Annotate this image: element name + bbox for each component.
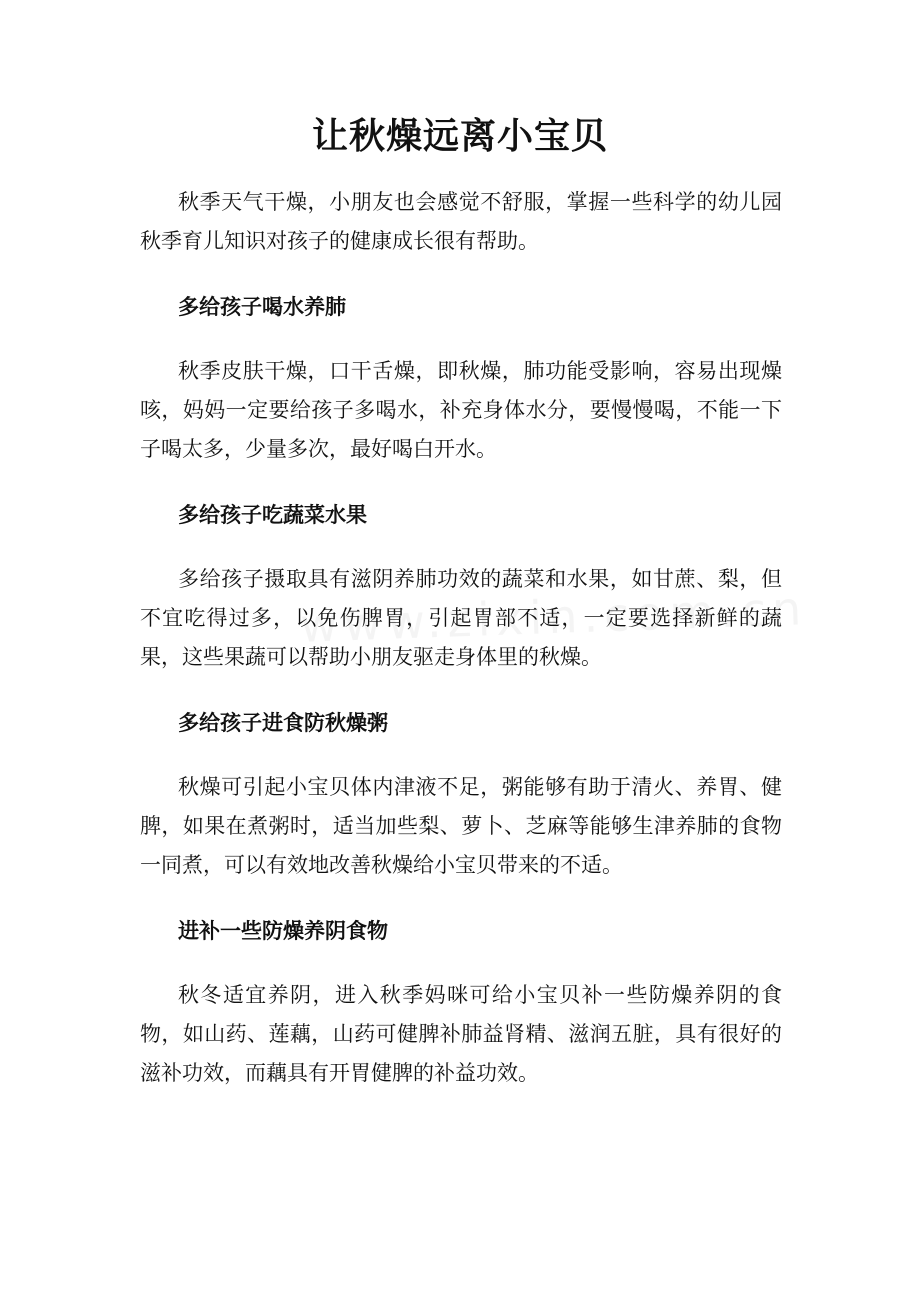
section-body-water: 秋季皮肤干燥，口干舌燥，即秋燥，肺功能受影响，容易出现燥咳，妈妈一定要给孩子多喝水，补充身体水分，要慢慢喝，不能一下子喝太多，少量多次，最好喝白开水。: [140, 359, 782, 461]
section-heading-fruits: 多给孩子吃蔬菜水果: [178, 502, 367, 527]
document-title: 让秋燥远离小宝贝: [311, 115, 608, 157]
section-heading-water: 多给孩子喝水养肺: [178, 294, 346, 319]
section-heading-porridge: 多给孩子进食防秋燥粥: [178, 710, 388, 735]
section-heading-nourish: 进补一些防燥养阴食物: [178, 918, 388, 943]
section-body-nourish: 秋冬适宜养阴，进入秋季妈咪可给小宝贝补一些防燥养阴的食物，如山药、莲藕，山药可健脾补肺益肾精、滋润五脏，具有很好的滋补功效，而藕具有开胃健脾的补益功效。: [140, 983, 782, 1085]
document-body: [140, 183, 782, 1119]
intro-paragraph: 秋季天气干燥，小朋友也会感觉不舒服，掌握一些科学的幼儿园秋季育儿知识对孩子的健康成长很有帮助。: [140, 190, 782, 253]
section-body-fruits: 多给孩子摄取具有滋阴养肺功效的蔬菜和水果，如甘蔗、梨，但不宜吃得过多，以免伤脾胃，引起胃部不适，一定要选择新鲜的蔬果，这些果蔬可以帮助小朋友驱走身体里的秋燥。: [140, 567, 782, 669]
section-body-porridge: 秋燥可引起小宝贝体内津液不足，粥能够有助于清火、养胃、健脾，如果在煮粥时，适当加些梨、萝卜、芝麻等能够生津养肺的食物一同煮，可以有效地改善秋燥给小宝贝带来的不适。: [140, 775, 782, 877]
